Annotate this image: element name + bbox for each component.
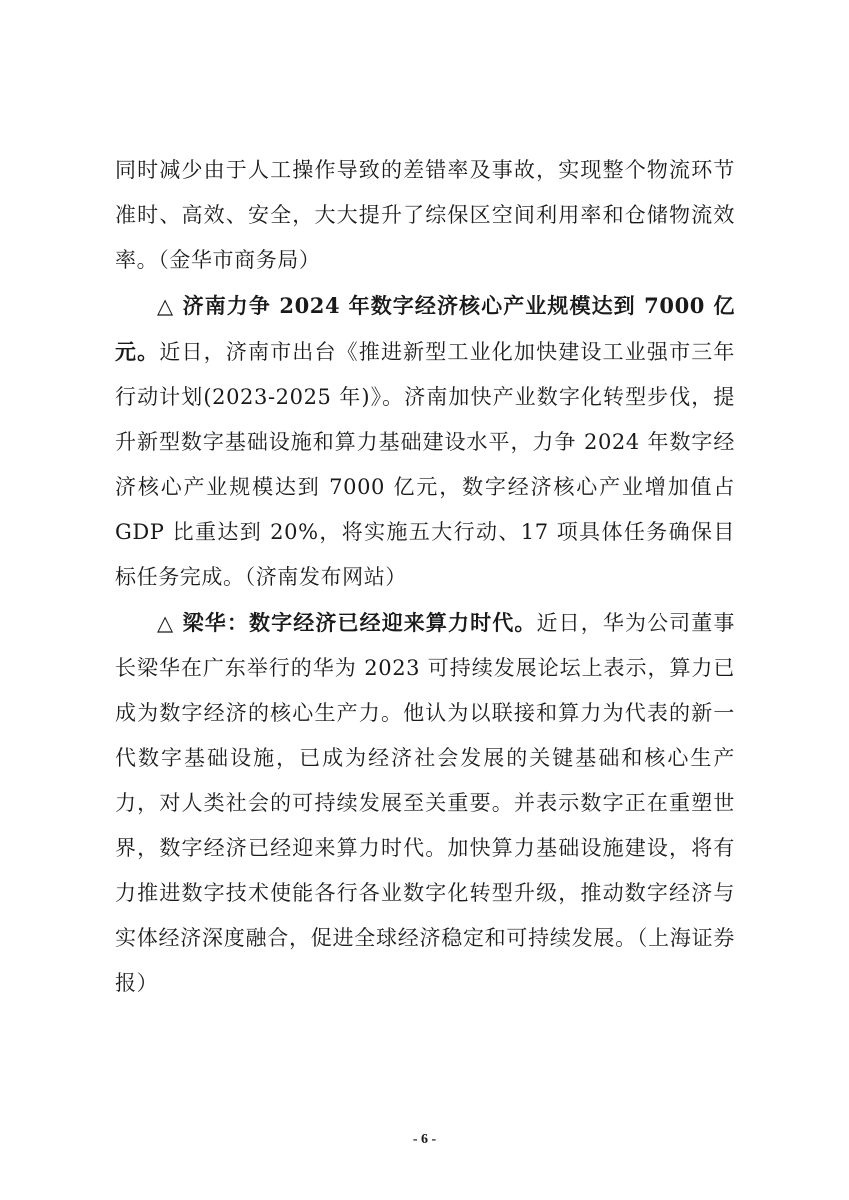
document-body <box>115 148 735 1006</box>
paragraph-text: 近日，济南市出台《推进新型工业化加快建设工业强市三年行动计划(2023-2025 年)》。济南加快产业数字化转型步伐，提升新型数字基础设施和算力基础建设水平，力争 2024 年数字经济核心产业规模达到 7000 亿元，数字经济核心产业增加值占 GDP 比重达到 20%，将实施五大行动、17 项具体任务确保目标任务完成。（济南发布网站） <box>115 340 735 589</box>
news-headline: △ 济南力争 2024 年数字经济核心产业规模达到 7000 亿元。 <box>115 293 735 364</box>
paragraph-text: 近日，华为公司董事长梁华在广东举行的华为 2023 可持续发展论坛上表示，算力已成为数字经济的核心生产力。他认为以联接和算力为代表的新一代数字基础设施，已成为经济社会发展的关键基础和核心生产力，对人类社会的可持续发展至关重要。并表示数字正在重塑世界，数字经济已经迎来算力时代。加快算力基础设施建设，将有力推进数字技术使能各行各业数字化转型升级，推动数字经济与实体经济深度融合，促进全球经济稳定和可持续发展。（上海证券报） <box>115 611 736 995</box>
page-number: - 6 - <box>412 1132 437 1147</box>
paragraph-lianghua-news <box>115 600 735 1006</box>
paragraph-continuation <box>115 148 735 283</box>
paragraph-jinan-news <box>115 283 735 600</box>
news-headline: △ 梁华：数字经济已经迎来算力时代。 <box>157 610 537 635</box>
paragraph-text: 同时减少由于人工操作导致的差错率及事故，实现整个物流环节准时、高效、安全，大大提升了综保区空间利用率和仓储物流效率。（金华市商务局） <box>115 158 735 272</box>
